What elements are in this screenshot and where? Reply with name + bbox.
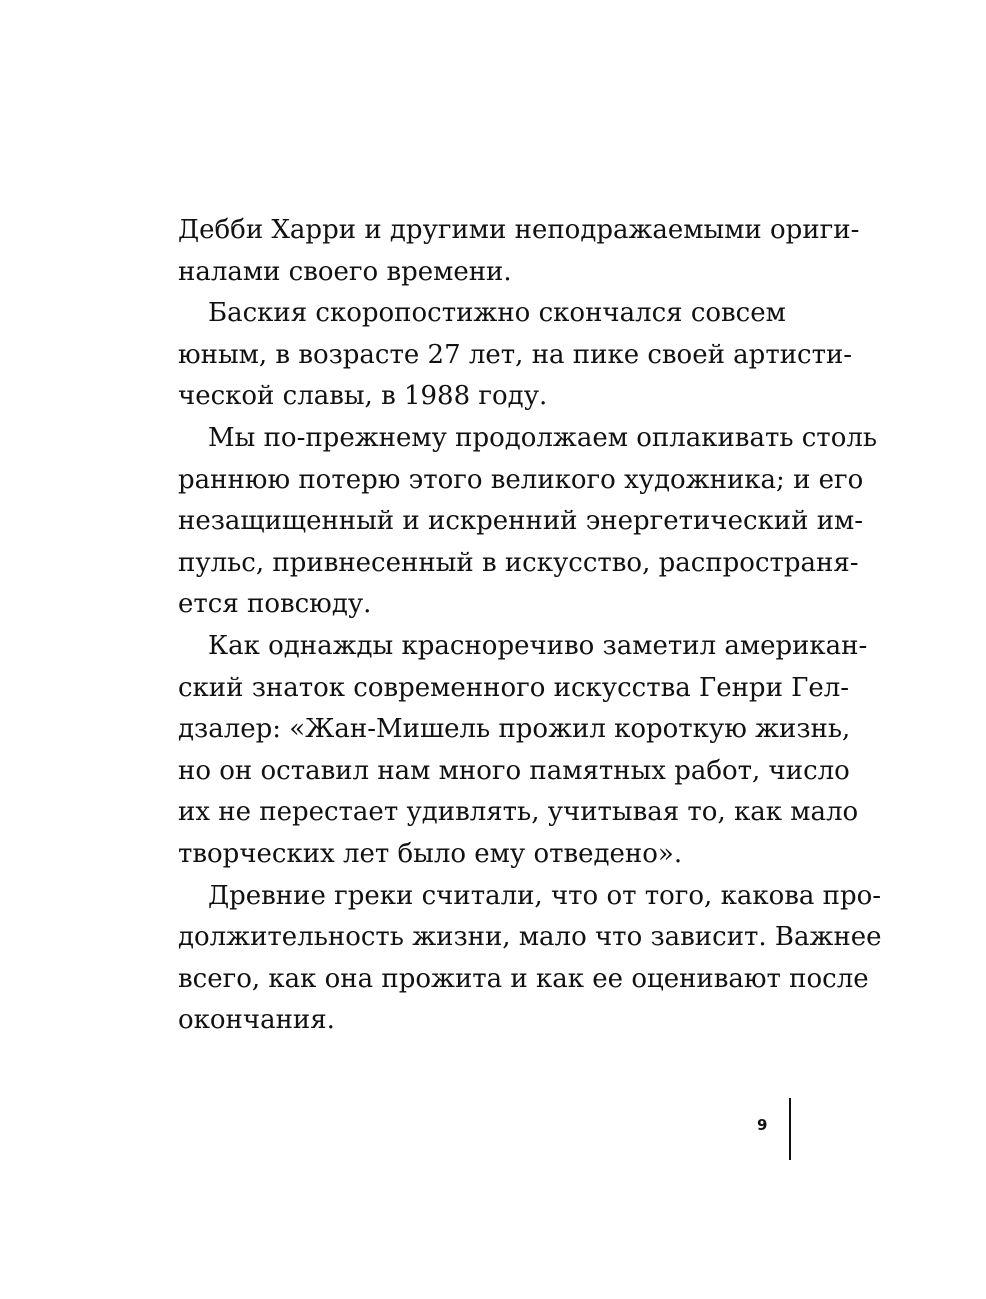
text-line: но он оставил нам много памятных работ, число [178, 755, 850, 786]
page-number-rule [789, 1098, 791, 1160]
text-line: Как однажды красноречиво заметил американ- [208, 630, 868, 661]
text-line: дзалер: «Жан-Мишель прожил короткую жизнь, [178, 714, 851, 745]
page-number: 9 [757, 1116, 768, 1134]
paragraph-2 [178, 293, 853, 418]
text-line: должительность жизни, мало что зависит. Важнее [178, 922, 882, 953]
text-line: незащищенный и искренний энергетический им- [178, 506, 864, 537]
text-line: ский знаток современного искусства Генри Гел- [178, 672, 850, 703]
text-line: Мы по-прежнему продолжаем оплакивать столь [208, 422, 878, 453]
text-line: всего, как она прожита и как ее оценивают после [178, 963, 869, 994]
text-line: Дебби Харри и другими неподражаемыми ориги- [178, 215, 860, 245]
text-line: ческой славы, в 1988 году. [178, 381, 548, 412]
text-line: творческих лет было ему отведено». [178, 838, 683, 869]
text-line: раннюю потерю этого великого художника; и его [178, 464, 864, 495]
paragraph-4 [178, 626, 868, 876]
text-line: пульс, привнесенный в искусство, распространя- [178, 547, 859, 578]
text-line: Древние греки считали, что от того, какова про- [208, 880, 882, 911]
text-line: окончания. [178, 1005, 335, 1036]
text-line: ется повсюду. [178, 589, 372, 620]
text-line: налами своего времени. [178, 256, 512, 287]
paragraph-1 [178, 210, 860, 293]
text-line: их не перестает удивлять, учитывая то, как мало [178, 797, 859, 828]
text-line: Баския скоропостижно скончался совсем [208, 298, 786, 329]
text-line: юным, в возрасте 27 лет, на пике своей артисти- [178, 339, 853, 370]
paragraph-5 [178, 876, 882, 1042]
paragraph-3 [178, 418, 878, 626]
body-text [178, 210, 882, 1042]
